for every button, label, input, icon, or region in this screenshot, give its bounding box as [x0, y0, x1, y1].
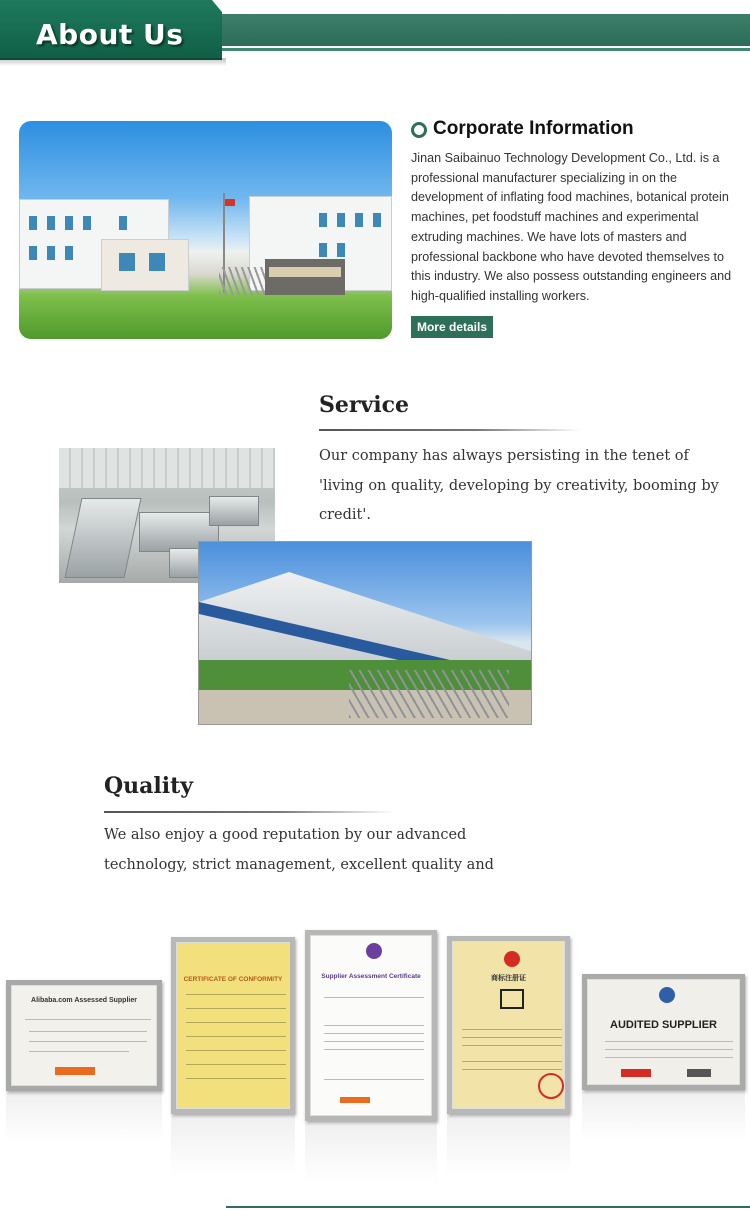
quality-description: We also enjoy a good reputation by our advanced technology, strict management, excellent quality and [104, 827, 494, 873]
corporate-heading-text: Corporate Information [433, 118, 634, 139]
service-description: Our company has always persisting in the tenet of 'living on quality, developing by creativity, booming by credit'. [319, 448, 719, 523]
alibaba-logo [340, 1097, 370, 1103]
emblem-icon [504, 951, 520, 967]
more-details-button[interactable]: More details [411, 316, 493, 338]
reflection [447, 1116, 570, 1176]
brand-mark-icon [500, 989, 524, 1009]
company-gate-photo [19, 121, 392, 339]
quality-divider [104, 811, 394, 813]
factory-building-photo [198, 541, 532, 725]
seal-icon [366, 943, 382, 959]
certificate-title: Alibaba.com Assessed Supplier [31, 997, 137, 1004]
corporate-description: Jinan Saibainuo Technology Development Co., Ltd. is a professional manufacturer specializing in on the development of inflating food machines, botanical protein machines, pet foodstuff machines and experimental extruding machines. We have lots of masters and professional backbone who have devoted themselves to this industry. We also possess outstanding engineers and high-qualified installing workers. [411, 151, 732, 303]
certificate-supplier-assessment [305, 930, 437, 1121]
badge-icon [659, 987, 675, 1003]
reflection [6, 1093, 162, 1143]
circle-bullet-icon [411, 122, 427, 138]
certificate-title: CERTIFICATE OF CONFORMITY [183, 976, 283, 983]
machine [64, 498, 141, 578]
alibaba-logo [55, 1067, 95, 1075]
sign-wall [265, 259, 345, 295]
reflection [582, 1092, 745, 1142]
retractable-gate [349, 670, 509, 718]
footer-rule [226, 1206, 750, 1208]
made-in-china-logo [621, 1069, 651, 1077]
section-header [0, 0, 750, 70]
certificate-title: AUDITED SUPPLIER [610, 1019, 717, 1031]
page-title: About Us [36, 18, 184, 51]
certificate-audited [582, 974, 745, 1090]
quality-title: Quality [104, 773, 194, 799]
certificate-alibaba [6, 980, 162, 1091]
certificate-trademark [447, 936, 570, 1114]
reflection [305, 1123, 437, 1183]
red-stamp-icon [538, 1073, 564, 1099]
guard-house [101, 239, 189, 291]
sgs-logo [687, 1069, 711, 1077]
certificate-conformity [171, 937, 295, 1114]
service-divider [319, 429, 581, 431]
sign-plate [269, 267, 341, 277]
flag [225, 199, 235, 206]
service-title: Service [319, 392, 410, 418]
machine [209, 496, 259, 526]
reflection [171, 1116, 295, 1176]
certificate-title: Supplier Assessment Certificate [321, 973, 421, 980]
header-tab-shadow [0, 58, 226, 66]
certificate-title: 商标注册证 [491, 974, 526, 982]
